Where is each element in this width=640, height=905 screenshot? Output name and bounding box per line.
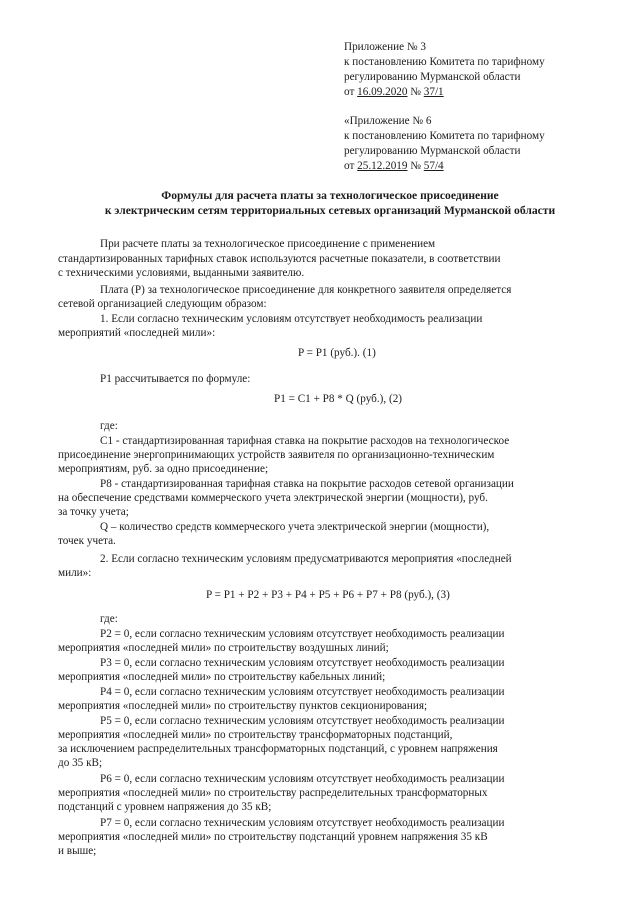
fee-line: сетевой организацией следующим образом: xyxy=(58,298,267,310)
where-label: где: xyxy=(100,420,118,432)
document-title-line-1: Формулы для расчета платы за технологическое присоединение xyxy=(161,189,499,202)
q-definition-line: Q – количество средств коммерческого учета электрической энергии (мощности), xyxy=(100,521,490,533)
formula-3: P = P1 + P2 + P3 + P4 + P5 + P6 + P7 + P8 (руб.), (3) xyxy=(206,589,450,601)
intro-line: стандартизированных тарифных ставок используются расчетные показатели, в соответствии xyxy=(58,253,501,265)
c1-definition-line: мероприятиям, руб. за одно присоединение; xyxy=(58,463,269,475)
fee-line: Плата (P) за технологическое присоединение для конкретного заявителя определяется xyxy=(100,284,512,296)
p4-definition-line: P4 = 0, если согласно техническим условиям отсутствует необходимость реализации xyxy=(100,686,505,698)
p3-definition-line: P3 = 0, если согласно техническим условиям отсутствует необходимость реализации xyxy=(100,657,505,669)
p6-definition-line: подстанций с уровнем напряжения до 35 кВ; xyxy=(58,801,272,813)
appendix-committee-line: регулированию Мурманской области xyxy=(344,145,521,157)
appendix-resolution-line: к постановлению Комитета по тарифному xyxy=(344,56,545,68)
c1-definition-line: C1 - стандартизированная тарифная ставка на покрытие расходов на технологическое xyxy=(100,435,510,447)
p2-definition-line: P2 = 0, если согласно техническим условиям отсутствует необходимость реализации xyxy=(100,628,505,640)
p8-definition-line: за точку учета; xyxy=(58,506,129,518)
p5-definition-line: мероприятия «последней мили» по строительству трансформаторных подстанций, xyxy=(58,729,453,741)
appendix-date: 25.12.2019 xyxy=(357,160,408,172)
q-definition-line: точек учета. xyxy=(58,535,116,547)
intro-line: с техническими условиями, выданными заявителю. xyxy=(58,267,305,279)
appendix-date: 16.09.2020 xyxy=(357,86,408,98)
appendix-date-line: от 16.09.2020 № 37/1 xyxy=(344,86,444,98)
intro-line: При расчете платы за технологическое присоединение с применением xyxy=(100,238,436,250)
case2-line: мили»: xyxy=(58,567,92,579)
appendix-committee-line: регулированию Мурманской области xyxy=(344,71,521,83)
p8-definition-line: P8 - стандартизированная тарифная ставка на покрытие расходов сетевой организации xyxy=(100,478,514,490)
p4-definition-line: мероприятия «последней мили» по строительству пунктов секционирования; xyxy=(58,700,428,712)
formula-2: P1 = C1 + P8 * Q (руб.), (2) xyxy=(274,393,403,405)
where-label: где: xyxy=(100,613,118,625)
formula-1: P = P1 (руб.). (1) xyxy=(298,347,376,359)
appendix-number: «Приложение № 6 xyxy=(344,115,432,127)
appendix-resolution-number: 57/4 xyxy=(423,160,444,172)
p6-definition-line: мероприятия «последней мили» по строительству распределительных трансформаторных xyxy=(58,787,488,799)
p3-definition-line: мероприятия «последней мили» по строительству кабельных линий; xyxy=(58,671,386,683)
c1-definition-line: присоединение энергопринимающих устройств заявителя по организационно-техническим xyxy=(58,449,495,461)
p7-definition-line: мероприятия «последней мили» по строительству подстанций уровнем напряжения 35 кВ xyxy=(58,831,488,843)
appendix-date-line: от 25.12.2019 № 57/4 xyxy=(344,160,444,172)
p5-definition-line: P5 = 0, если согласно техническим условиям отсутствует необходимость реализации xyxy=(100,715,505,727)
p7-definition-line: и выше; xyxy=(58,845,97,857)
case2-line: 2. Если согласно техническим условиям предусматриваются мероприятия «последней xyxy=(100,553,512,565)
document-title-line-2: к электрическим сетям территориальных сетевых организаций Мурманской области xyxy=(104,204,556,217)
p7-definition-line: P7 = 0, если согласно техническим условиям отсутствует необходимость реализации xyxy=(100,817,505,829)
p2-definition-line: мероприятия «последней мили» по строительству воздушных линий; xyxy=(58,642,389,654)
appendix-resolution-number: 37/1 xyxy=(423,86,444,98)
p5-definition-line: до 35 кВ; xyxy=(58,757,103,769)
case1-line: 1. Если согласно техническим условиям отсутствует необходимость реализации xyxy=(100,313,483,325)
appendix-number: Приложение № 3 xyxy=(344,41,426,53)
p6-definition-line: P6 = 0, если согласно техническим условиям отсутствует необходимость реализации xyxy=(100,773,505,785)
appendix-resolution-line: к постановлению Комитета по тарифному xyxy=(344,130,545,142)
p8-definition-line: на обеспечение средствами коммерческого учета электрической энергии (мощности), руб. xyxy=(58,492,488,504)
p1-calc-line: P1 рассчитывается по формуле: xyxy=(100,373,251,385)
p5-definition-line: за исключением распределительных трансформаторных подстанций, с уровнем напряжения xyxy=(58,743,498,755)
case1-line: мероприятий «последней мили»: xyxy=(58,327,216,339)
